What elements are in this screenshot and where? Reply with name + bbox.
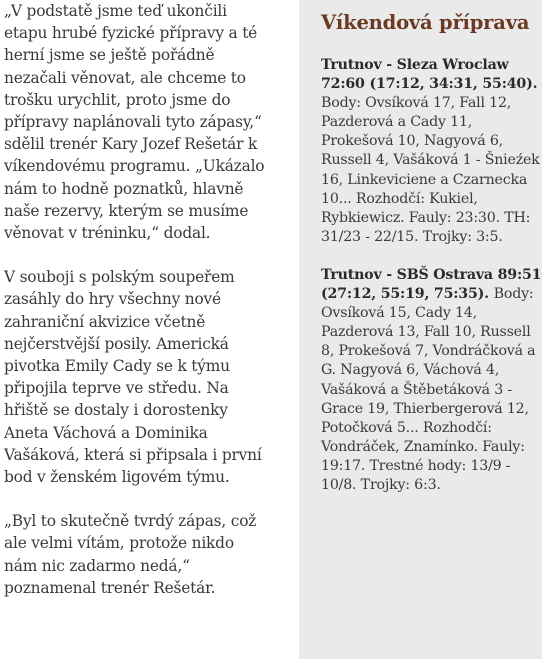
sidebar-title: Víkendová příprava xyxy=(321,11,530,34)
article-body xyxy=(4,0,266,621)
article-paragraph: V souboji s polským soupeřem zasáhly do hry všechny nové zahraniční akvizice včetně nejčerstvější posily. Americká pivotka Emily Cady se k týmu připojila teprve ve středu. Na hřiště se dostaly i dorostenky Aneta Váchová a Dominika Vašáková, která si připsala i první bod v ženském ligovém týmu. xyxy=(4,268,262,487)
match-details: Body: Ovsíková 15, Cady 14, Pazderová 13, Fall 10, Russell 8, Prokešová 7, Vondráčková a G. Nagyová 6, Váchová 4, Vašáková a Štěbetáková 3 - Grace 19, Thierbergerová 12, Potočková 5... Rozhodčí: Vondráček, Znamínko. Fauly: 19:17. Trestné hody: 13/9 - 10/8. Trojky: 6:3. xyxy=(321,286,536,493)
sidebar-box xyxy=(299,0,542,659)
match-result xyxy=(321,56,542,247)
match-heading: Trutnov - Sleza Wroclaw 72:60 (17:12, 34:31, 55:40). xyxy=(321,57,538,93)
match-result xyxy=(321,266,542,495)
match-details: Body: Ovsíková 17, Fall 12, Pazderová a Cady 11, Prokešová 10, Nagyová 6, Russell 4, Vašáková 1 - Šnieźek 16, Linkeviciene a Czarnecka 10... Rozhodčí: Kukiel, Rybkiewicz. Fauly: 23:30. TH: 31/23 - 22/15. Trojky: 3:5. xyxy=(321,95,540,245)
article-paragraph: „Byl to skutečně tvrdý zápas, což ale velmi vítám, protože nikdo nám nic zadarmo nedá,“ poznamenal trenér Rešetár. xyxy=(4,512,257,597)
match-heading: Trutnov - SBŠ Ostrava 89:51 (27:12, 55:19, 75:35). xyxy=(321,266,542,303)
article-paragraph: „V podstatě jsme teď ukončili etapu hrubé fyzické přípravy a té herní jsme se ještě pořádně nezačali věnovat, ale chceme to trošku urychlit, proto jsme do přípravy naplánovali tyto zápasy,“ sdělil trenér Kary Jozef Rešetár k víkendovému programu. „Ukázalo nám to hodně poznatků, hlavně naše rezervy, kterým se musíme věnovat v tréninku,“ dodal. xyxy=(4,2,265,243)
